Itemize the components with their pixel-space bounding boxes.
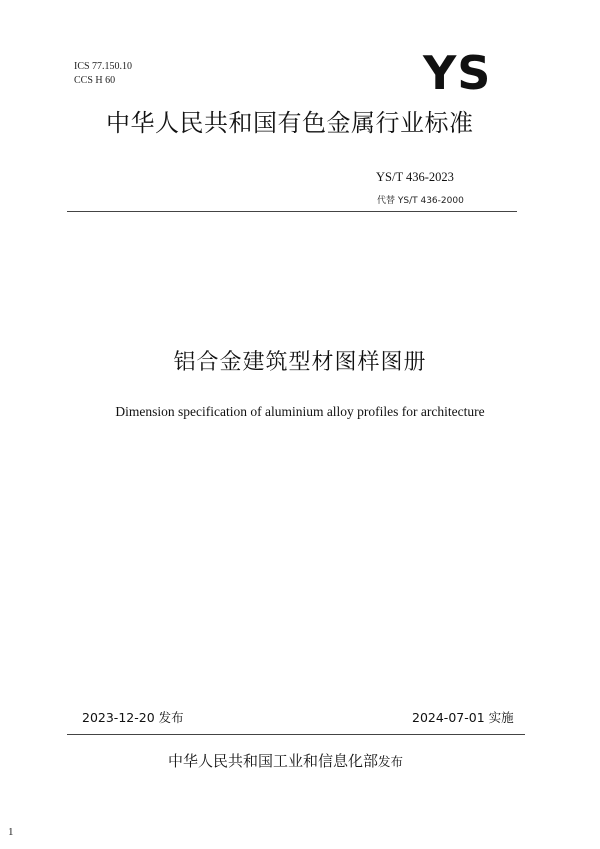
implementation-date: 2024-07-01 实施 xyxy=(412,710,514,725)
ccs-code: CCS H 60 xyxy=(74,75,116,86)
ys-logo: YS xyxy=(423,46,492,100)
ics-code: ICS 77.150.10 xyxy=(74,61,133,72)
document-title-english: Dimension specification of aluminium alloy profiles for architecture xyxy=(115,404,485,419)
standard-number: YS/T 436-2023 xyxy=(376,170,454,184)
publisher-name: 中华人民共和国工业和信息化部 xyxy=(168,752,379,770)
header-divider xyxy=(67,211,517,212)
page-number: 1 xyxy=(8,826,14,838)
publisher-suffix: 发布 xyxy=(378,754,404,769)
issue-date: 2023-12-20 发布 xyxy=(82,710,184,725)
standard-category-title: 中华人民共和国有色金属行业标准 xyxy=(106,109,474,137)
publisher xyxy=(168,750,403,771)
document-title-chinese: 铝合金建筑型材图样图册 xyxy=(173,350,427,375)
replaces-standard: 代替 YS/T 436-2000 xyxy=(377,196,464,206)
footer-divider xyxy=(67,734,525,735)
